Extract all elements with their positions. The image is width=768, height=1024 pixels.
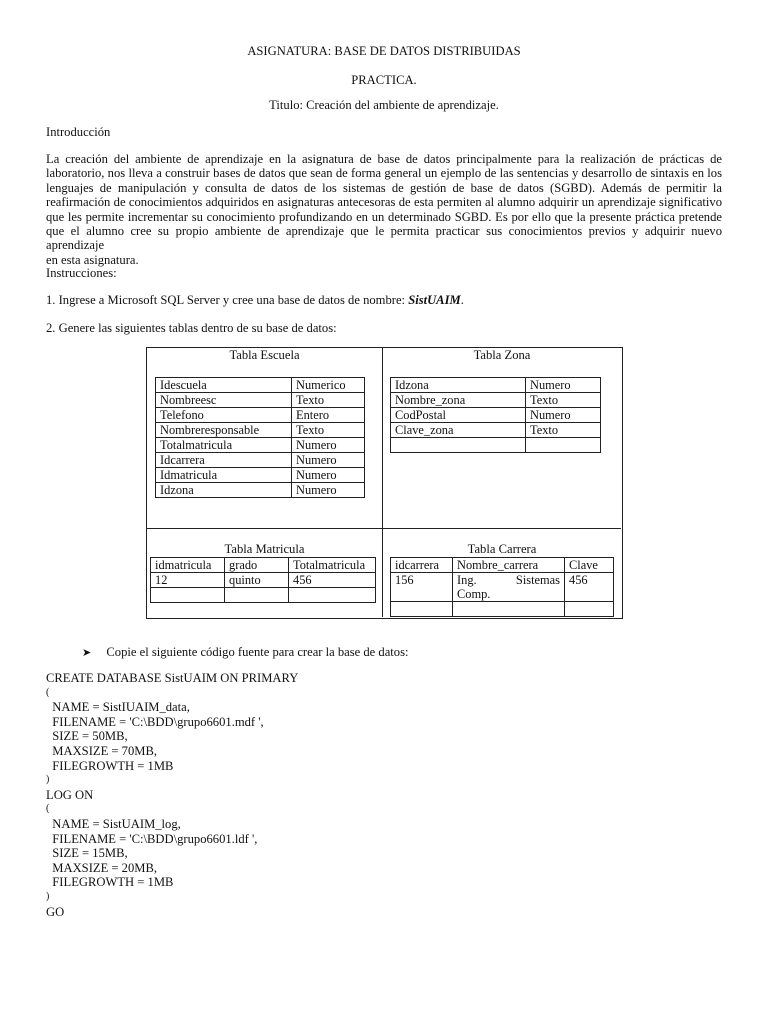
escuela-row [156, 408, 365, 423]
table-zona [390, 377, 601, 453]
table-cell: Numero [526, 408, 601, 423]
table-cell: Numerico [292, 378, 365, 393]
matricula-row [151, 558, 376, 573]
table-cell: CodPostal [391, 408, 526, 423]
escuela-row [156, 378, 365, 393]
frame-horizontal-divider [146, 528, 621, 529]
table-cell: 12 [151, 573, 225, 588]
table-cell: Ing. Sistemas Comp. [453, 573, 565, 602]
intro-line: lenguajes de manipulación y consulta de datos de los sistemas de gestión de base de datos (SGBD). Además de permitir la [46, 180, 722, 195]
intro-line: que el alumno cree su propio ambiente de aprendizaje que le permita practicar sus conocimientos previos y adquirir nuevo aprendizaje [46, 224, 722, 253]
code-line: ( [46, 686, 50, 698]
arrowhead-bullet-icon: ➤ [82, 646, 92, 659]
copy-code-text: Copie el siguiente código fuente para crear la base de datos: [106, 645, 409, 659]
table-cell: Numero [292, 438, 365, 453]
code-line: ( [46, 803, 50, 815]
code-line: MAXSIZE = 70MB, [46, 743, 158, 758]
table-matricula [150, 557, 376, 603]
table-cell: Texto [526, 393, 601, 408]
table-cell: Nombreresponsable [156, 423, 292, 438]
table-cell: Telefono [156, 408, 292, 423]
intro-line: laboratorio, nos lleva a construir bases de datos que sean de forma general un ejemplo de las sentencias y desarrollo de sintaxis en los [46, 166, 722, 181]
table-cell [391, 602, 453, 617]
practice-heading: PRACTICA. [351, 73, 417, 87]
table-cell: quinto [225, 573, 289, 588]
table-cell: Idzona [156, 483, 292, 498]
table-cell: Texto [292, 393, 365, 408]
escuela-row [156, 483, 365, 498]
escuela-row [156, 468, 365, 483]
table-cell: Texto [526, 423, 601, 438]
table-cell: 456 [565, 573, 614, 602]
table-cell: Clave_zona [391, 423, 526, 438]
table-cell [225, 588, 289, 603]
table-carrera-label: Tabla Carrera [467, 542, 537, 556]
table-escuela [155, 377, 365, 498]
table-cell: Idmatricula [156, 468, 292, 483]
frame-vertical-divider [382, 347, 383, 617]
zona-row [391, 393, 601, 408]
table-escuela-label: Tabla Escuela [229, 348, 300, 362]
table-cell: Numero [526, 378, 601, 393]
table-matricula-label: Tabla Matricula [224, 542, 305, 556]
table-cell: Nombreesc [156, 393, 292, 408]
code-line: ) [46, 774, 50, 786]
carrera-row [391, 558, 614, 573]
matricula-row [151, 588, 376, 603]
code-line: FILENAME = 'C:\BDD\grupo6601.ldf ', [46, 831, 258, 846]
instruction-step-2: 2. Genere las siguientes tablas dentro de su base de datos: [46, 321, 337, 335]
code-line: NAME = SistUAIM_log, [46, 816, 181, 831]
intro-line: La creación del ambiente de aprendizaje en la asignatura de base de datos principalmente para la realización de prácticas de [46, 152, 722, 166]
table-carrera [390, 557, 614, 617]
intro-line: reafirmación de conocimientos adquiridos en asignaturas antecesoras de esta permiten al alumno adquirir un aprendizaje significativo [46, 195, 722, 210]
table-cell: idmatricula [151, 558, 225, 573]
code-line: LOG ON [46, 787, 94, 802]
table-cell: Numero [292, 483, 365, 498]
table-zona-label: Tabla Zona [473, 348, 531, 362]
table-cell: idcarrera [391, 558, 453, 573]
table-cell: Entero [292, 408, 365, 423]
table-cell: Numero [292, 468, 365, 483]
code-line: MAXSIZE = 20MB, [46, 860, 158, 875]
table-cell: grado [225, 558, 289, 573]
code-line: FILEGROWTH = 1MB [46, 758, 174, 773]
code-line: SIZE = 15MB, [46, 846, 128, 861]
sql-code-block [46, 671, 298, 919]
escuela-row [156, 453, 365, 468]
code-line: CREATE DATABASE SistUAIM ON PRIMARY [46, 671, 299, 685]
table-cell: Idescuela [156, 378, 292, 393]
table-cell: Numero [292, 453, 365, 468]
step-1-text: 1. Ingrese a Microsoft SQL Server y cree una base de datos de nombre: [46, 293, 409, 307]
escuela-row [156, 393, 365, 408]
table-cell: Clave [565, 558, 614, 573]
table-cell: Nombre_carrera [453, 558, 565, 573]
copy-code-instruction [82, 645, 409, 660]
zona-row [391, 423, 601, 438]
database-name: SistUAIM [408, 293, 461, 307]
practice-title: Titulo: Creación del ambiente de aprendizaje. [269, 98, 499, 112]
intro-line: que les permite incrementar su conocimiento profundizando en un determinado SGBD. Es por ello que la presente práctica pretende [46, 209, 722, 224]
intro-line: en esta asignatura. [46, 252, 139, 267]
zona-row [391, 408, 601, 423]
table-cell [151, 588, 225, 603]
instruction-step-1 [46, 293, 464, 308]
carrera-row [391, 573, 614, 602]
code-line: GO [46, 904, 65, 919]
table-cell [289, 588, 376, 603]
code-line: ) [46, 890, 50, 902]
code-line: FILEGROWTH = 1MB [46, 875, 174, 890]
table-cell [391, 438, 526, 453]
table-cell [565, 602, 614, 617]
escuela-row [156, 438, 365, 453]
subject-heading: ASIGNATURA: BASE DE DATOS DISTRIBUIDAS [247, 44, 521, 58]
instructions-heading: Instrucciones: [46, 266, 117, 280]
code-line: FILENAME = 'C:\BDD\grupo6601.mdf ', [46, 714, 264, 729]
zona-row [391, 438, 601, 453]
step-1-end: . [460, 293, 464, 307]
table-cell: Texto [292, 423, 365, 438]
table-cell: Totalmatricula [156, 438, 292, 453]
zona-row [391, 378, 601, 393]
table-cell: Totalmatricula [289, 558, 376, 573]
table-cell: Idcarrera [156, 453, 292, 468]
intro-heading: Introducción [46, 125, 111, 139]
table-cell [453, 602, 565, 617]
carrera-row [391, 602, 614, 617]
code-line: SIZE = 50MB, [46, 729, 128, 744]
table-cell [526, 438, 601, 453]
intro-paragraph [46, 152, 722, 267]
table-cell: Idzona [391, 378, 526, 393]
code-line: NAME = SistIUAIM_data, [46, 700, 190, 715]
matricula-row [151, 573, 376, 588]
table-cell: Nombre_zona [391, 393, 526, 408]
table-cell: 156 [391, 573, 453, 602]
table-cell: 456 [289, 573, 376, 588]
escuela-row [156, 423, 365, 438]
